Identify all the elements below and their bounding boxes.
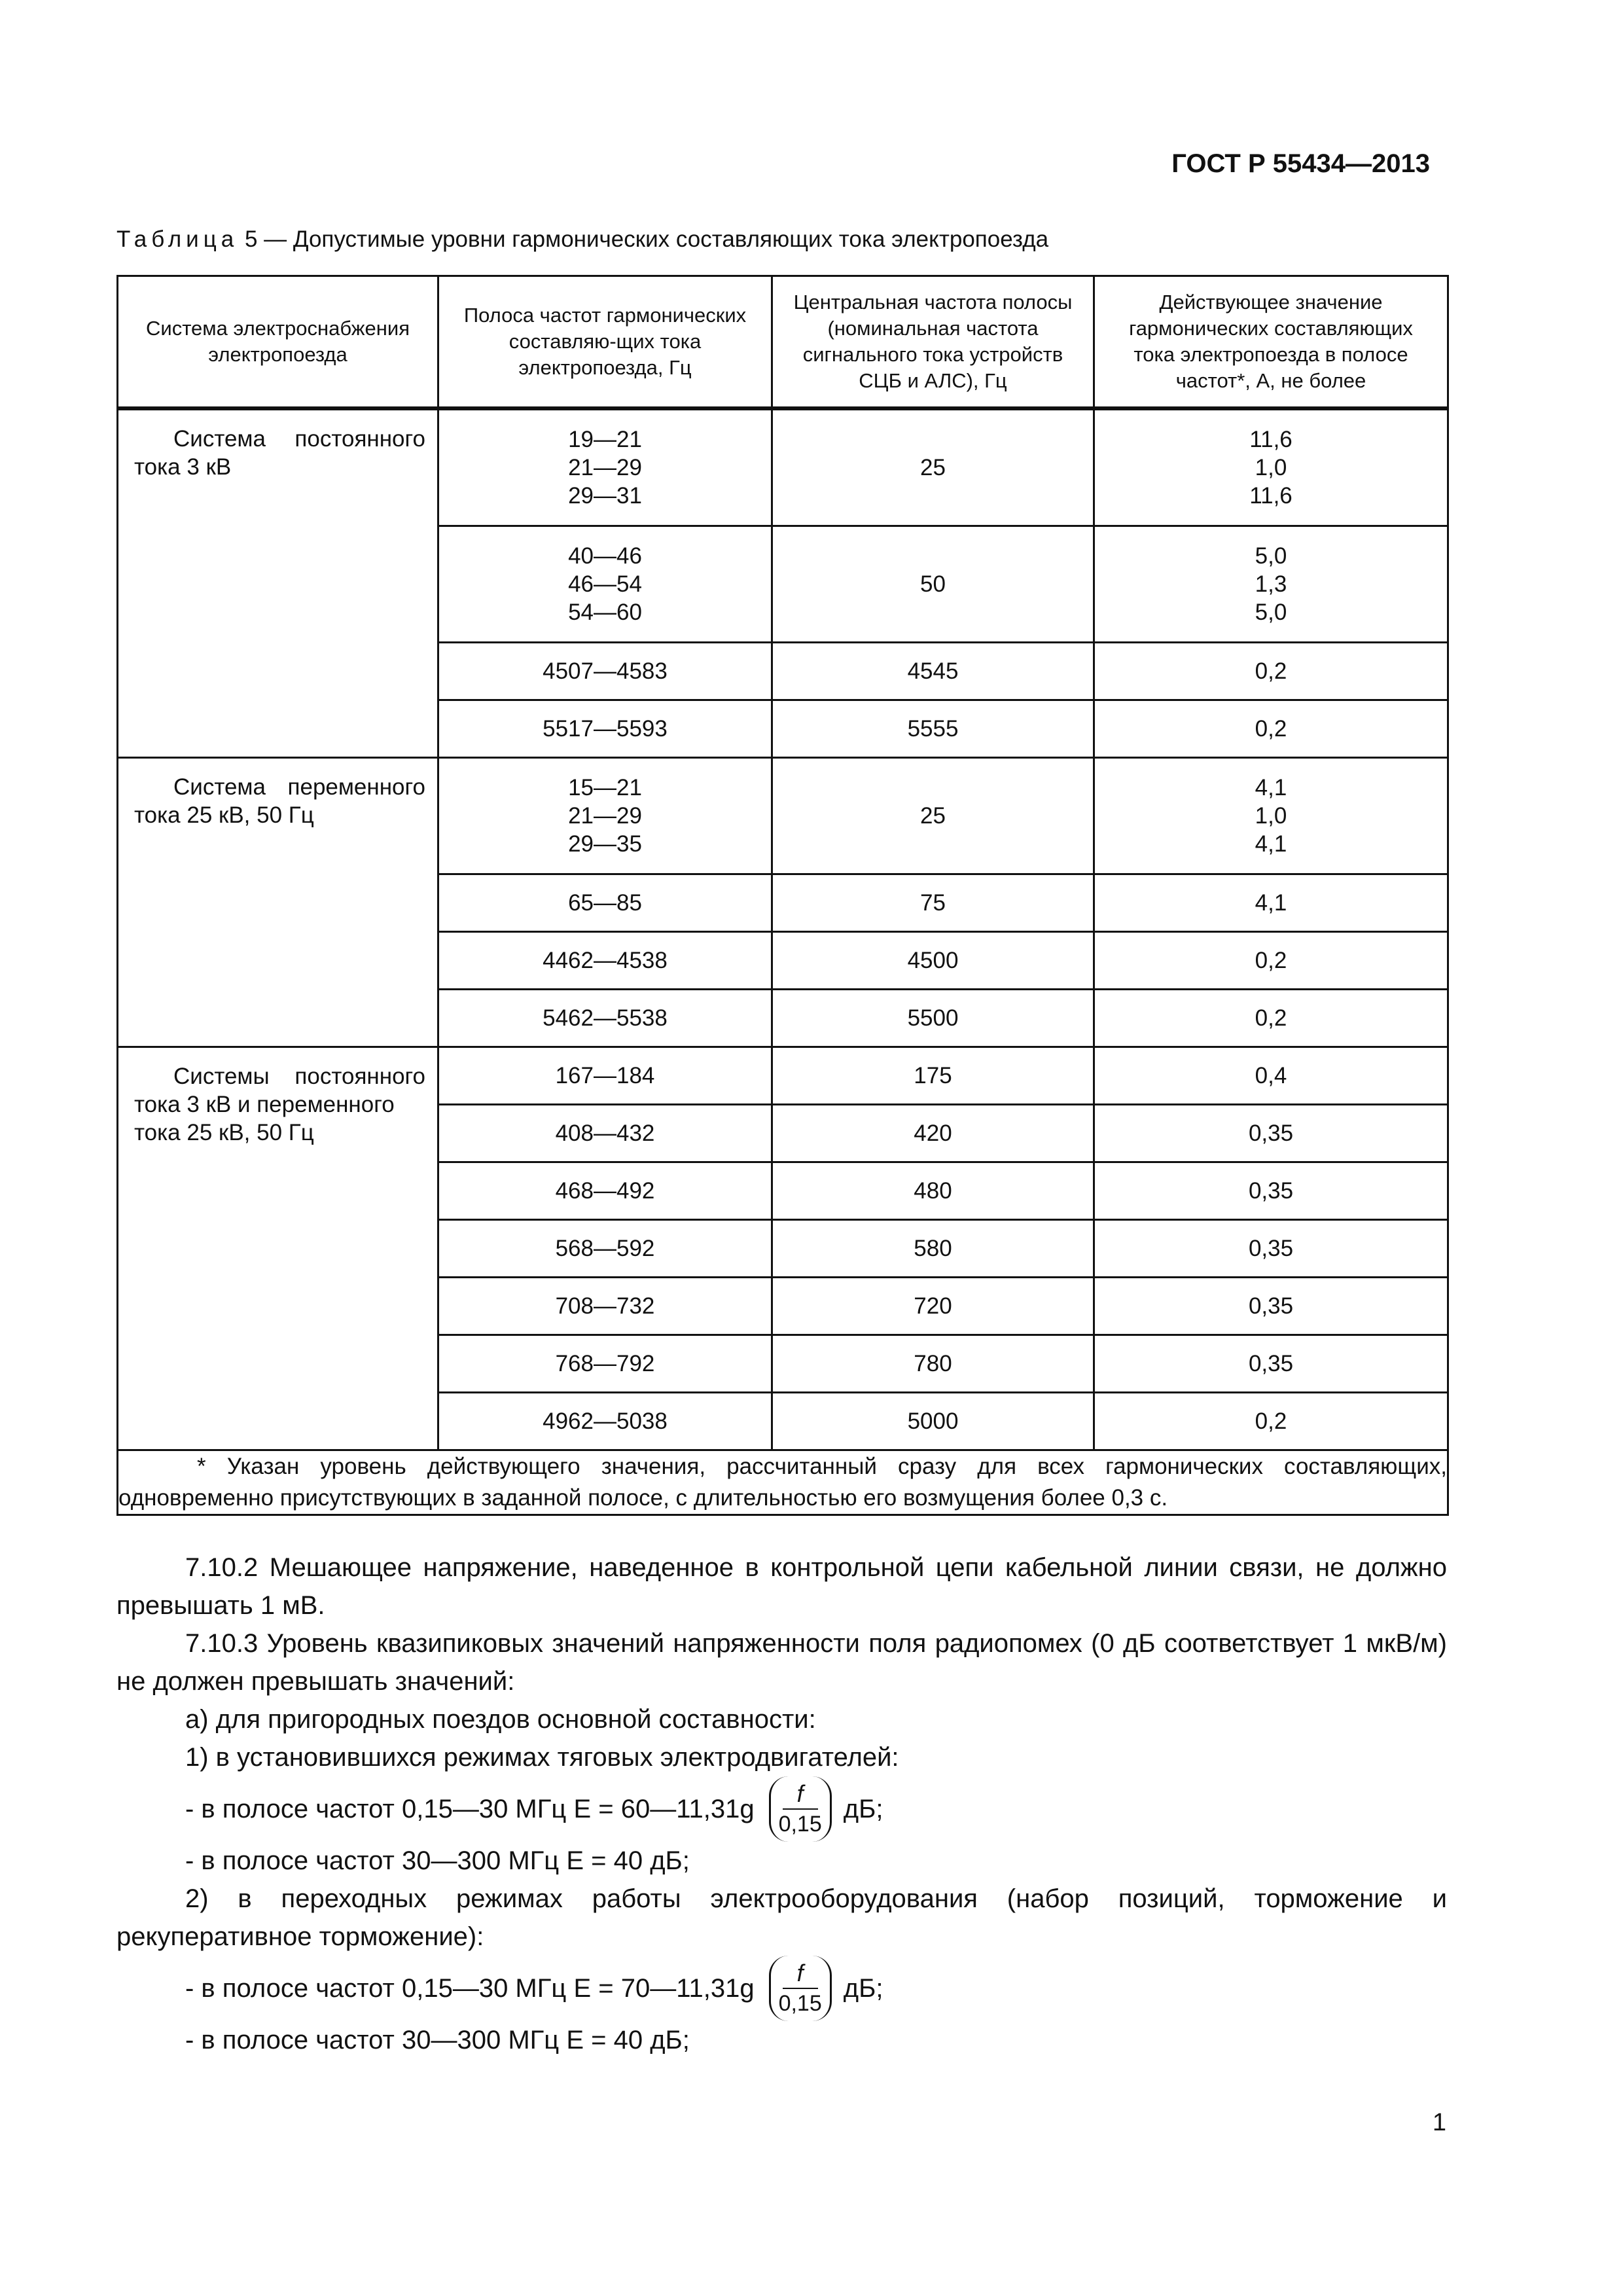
center-frequency-cell: 4545 [772,643,1094,700]
center-frequency-cell: 780 [772,1335,1094,1393]
center-frequency-cell: 5500 [772,990,1094,1047]
table-header-row [118,276,1448,409]
current-value-cell-line: 11,6 [1249,483,1293,509]
band-cell-line: 65—85 [568,890,642,916]
current-value-cell [1094,990,1448,1047]
center-frequency-cell: 25 [772,408,1094,526]
current-value-cell [1094,643,1448,700]
center-frequency-cell: 50 [772,526,1094,643]
formula-3-numerator: f [783,1959,818,1989]
band-cell [438,1278,772,1335]
power-system-line: тока 25 кВ, 50 Гц [134,1120,314,1145]
page-number: 1 [1432,2109,1446,2136]
formula-3 [116,1956,1447,2021]
band-cell-line: 40—46 [568,543,642,569]
formula-1-fraction [769,1776,832,1842]
band-cell [438,1220,772,1278]
power-system-cell [118,408,438,758]
band-cell-line: 5462—5538 [543,1005,668,1031]
current-value-cell-line: 11,6 [1249,427,1293,452]
band-cell [438,526,772,643]
footnote-cell [118,1450,1448,1515]
band-cell-line: 21—29 [568,455,642,480]
band-cell [438,1047,772,1105]
current-value-cell [1094,1105,1448,1162]
current-value-cell-line: 4,1 [1255,890,1287,916]
power-system-line: тока 3 кВ [134,454,232,480]
current-value-cell [1094,874,1448,932]
current-value-cell-line: 4,1 [1255,831,1287,857]
formula-1-numerator: f [783,1780,818,1810]
paragraph-7-10-2: 7.10.2 Мешающее напряжение, наведенное в контрольной цепи кабельной линии связи, не должно превышать 1 мВ. [116,1553,1447,1620]
current-value-cell [1094,758,1448,874]
item-2: 2) в переходных режимах работы электрооборудования (набор позиций, торможение и рекуперативное торможение): [116,1884,1447,1951]
band-cell-line: 167—184 [555,1063,655,1088]
table-caption [116,226,1048,253]
band-cell-line: 408—432 [555,1121,655,1146]
center-frequency-cell: 75 [772,874,1094,932]
center-frequency-cell: 580 [772,1220,1094,1278]
center-frequency-cell: 25 [772,758,1094,874]
band-cell [438,700,772,758]
header-power-system: Система электроснабжения электропоезда [118,276,438,409]
current-value-cell-line: 1,0 [1255,455,1287,480]
current-value-cell-line: 0,35 [1248,1121,1294,1146]
current-value-cell-line: 1,3 [1255,571,1287,597]
band-cell-line: 568—592 [555,1236,655,1261]
current-value-cell-line: 0,35 [1248,1178,1294,1204]
header-current-value: Действующее значение гармонических составляющих тока электропоезда в полосе частот*, А, не более [1094,276,1448,409]
band-cell [438,1105,772,1162]
footnote-text: * Указан уровень действующего значения, рассчитанный сразу для всех гармонических составляющих, одновременно присутствующих в заданной полосе, с длительностью его возмущения более 0,3 с. [118,1454,1447,1511]
table-row [118,758,1448,874]
center-frequency-cell: 5000 [772,1393,1094,1450]
current-value-cell-line: 5,0 [1255,543,1287,569]
footnote-row [118,1450,1448,1515]
harmonics-table [116,275,1449,1516]
paragraph-7-10-3: 7.10.3 Уровень квазипиковых значений напряженности поля радиопомех (0 дБ соответствует 1 мкВ/м) не должен превышать значений: [116,1629,1447,1696]
band-cell-line: 768—792 [555,1351,655,1376]
table-row [118,1047,1448,1105]
current-value-cell-line: 0,35 [1248,1236,1294,1261]
band-cell [438,643,772,700]
formula-1 [116,1776,1447,1842]
item-a: а) для пригородных поездов основной составности: [185,1705,816,1734]
band-cell-line: 4962—5038 [543,1408,668,1434]
current-value-cell-line: 0,2 [1255,716,1287,742]
center-frequency-cell: 720 [772,1278,1094,1335]
current-value-cell [1094,1162,1448,1220]
current-value-cell [1094,1278,1448,1335]
center-frequency-cell: 5555 [772,700,1094,758]
current-value-cell [1094,408,1448,526]
current-value-cell [1094,526,1448,643]
band-cell [438,990,772,1047]
current-value-cell-line: 5,0 [1255,600,1287,625]
current-value-cell [1094,932,1448,990]
band-cell-line: 4507—4583 [543,658,668,684]
center-frequency-cell: 420 [772,1105,1094,1162]
band-cell [438,932,772,990]
current-value-cell-line: 0,2 [1255,1005,1287,1031]
center-frequency-cell: 175 [772,1047,1094,1105]
current-value-cell-line: 0,35 [1248,1293,1294,1319]
table-caption-title: 5 — Допустимые уровни гармонических составляющих тока электропоезда [238,226,1049,252]
formula-1-denominator: 0,15 [778,1812,822,1837]
formula-3-fraction [769,1956,832,2021]
table-caption-prefix: Таблица [116,226,239,252]
band-cell-line: 468—492 [555,1178,655,1204]
band-cell-line: 54—60 [568,600,642,625]
power-system-line: Система переменного [173,774,425,800]
power-system-cell [118,758,438,1047]
power-system-line: тока 25 кВ, 50 Гц [134,802,314,828]
item-1: 1) в установившихся режимах тяговых электродвигателей: [185,1743,899,1772]
current-value-cell [1094,1047,1448,1105]
current-value-cell [1094,1335,1448,1393]
current-value-cell-line: 0,35 [1248,1351,1294,1376]
body-text [116,1549,1447,2059]
power-system-line: тока 3 кВ и переменного [134,1092,395,1117]
center-frequency-cell: 4500 [772,932,1094,990]
band-cell [438,1393,772,1450]
band-cell [438,874,772,932]
current-value-cell-line: 0,2 [1255,658,1287,684]
formula-3-denominator: 0,15 [778,1991,822,2016]
current-value-cell-line: 0,2 [1255,1408,1287,1434]
header-center-frequency: Центральная частота полосы (номинальная частота сигнального тока устройств СЦБ и АЛС), Гц [772,276,1094,409]
center-frequency-cell: 480 [772,1162,1094,1220]
current-value-cell-line: 0,2 [1255,948,1287,973]
band-cell-line: 708—732 [555,1293,655,1319]
formula-1-text: - в полосе частот 0,15—30 МГц E = 60—11,31g [185,1795,755,1823]
header-frequency-band: Полоса частот гармонических составляю-щих тока электропоезда, Гц [438,276,772,409]
band-cell-line: 4462—4538 [543,948,668,973]
current-value-cell [1094,1220,1448,1278]
formula-1-unit: дБ; [843,1795,883,1823]
band-cell-line: 46—54 [568,571,642,597]
band-cell [438,758,772,874]
formula-3-unit: дБ; [843,1974,883,2003]
band-cell-line: 21—29 [568,803,642,829]
current-value-cell-line: 1,0 [1255,803,1287,829]
current-value-cell-line: 0,4 [1255,1063,1287,1088]
table-row [118,408,1448,526]
band-cell-line: 19—21 [568,427,642,452]
power-system-line: Системы постоянного [173,1064,425,1089]
band-cell [438,1162,772,1220]
band-cell-line: 5517—5593 [543,716,668,742]
power-system-cell [118,1047,438,1450]
band-cell-line: 29—31 [568,483,642,509]
formula-4: - в полосе частот 30—300 МГц E = 40 дБ; [185,2026,690,2054]
current-value-cell [1094,700,1448,758]
band-cell-line: 15—21 [568,775,642,800]
band-cell [438,408,772,526]
band-cell-line: 29—35 [568,831,642,857]
current-value-cell [1094,1393,1448,1450]
formula-2: - в полосе частот 30—300 МГц E = 40 дБ; [185,1846,690,1875]
current-value-cell-line: 4,1 [1255,775,1287,800]
power-system-line: Система постоянного [173,426,425,452]
band-cell [438,1335,772,1393]
formula-3-text: - в полосе частот 0,15—30 МГц E = 70—11,31g [185,1974,755,2003]
standard-designation: ГОСТ Р 55434—2013 [1171,149,1430,178]
